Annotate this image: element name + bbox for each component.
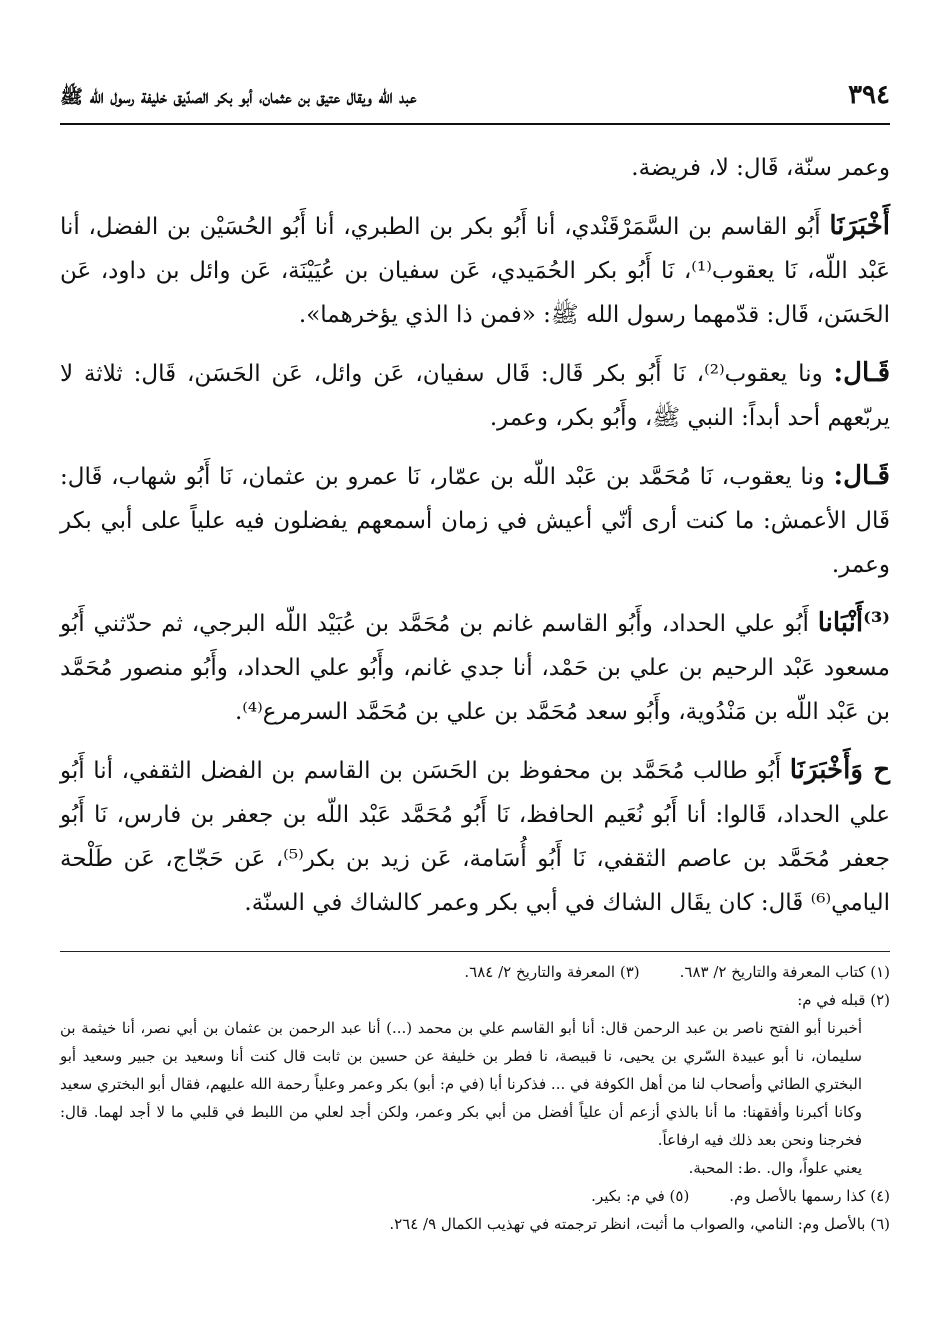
footnote-5: (٥) في م: بكير. <box>591 1187 690 1205</box>
footnote-row <box>60 1182 890 1210</box>
footnote-6: (٦) بالأصل وم: النامي، والصواب ما أثبت، انظر ترجمته في تهذيب الكمال ٩/ ٢٦٤. <box>389 1215 890 1233</box>
footnote-2-head: (٢) قبله في م: <box>797 991 890 1009</box>
footnote-1: (١) كتاب المعرفة والتاريخ ٢/ ٦٨٣. <box>679 963 890 981</box>
footnote-row <box>60 958 890 986</box>
paragraph: أَخْبَرَنَا أَبُو القاسم بن السَّمَرْقَنْدي، أنا أَبُو بكر بن الطبري، أنا أَبُو الحُسَيْن بن الفضل، أنا عَبْد اللّه، نَا يعقوب⁽¹⁾، نَا أَبُو بكر الحُمَيدي، عَن سفيان بن عُيَيْنَة، عَن وائل بن داود، عَن الحَسَن، قَال: قدّمهما رسول الله ﷺ: «فمن ذا الذي يؤخرهما». <box>60 211 890 328</box>
footnote-2-body: أخبرنا أبو الفتح ناصر بن عبد الرحمن قال: أنا أبو القاسم علي بن محمد (...) أنا عبد الرحمن بن عثمان بن أبي نصر، أنا خيثمة بن سليمان، نا أبو عبيدة السّري بن يحيى، نا قبيصة، نا فطر بن خليفة عن حسين بن ثابت قال كنت أنا وسعيد بن جبير وسعيد أبو البختري الطائي وأصحاب لنا من أهل الكوفة في ... فذكرنا أبا (في م: أبو) بكر وعمر وعلياً رحمة الله عليهم، فقال أبو البختري سعيد وكانا أكبرنا وأفقهنا: ما أنا بالذي أزعم أن علياً أفضل من أبي بكر وعمر، ولكن أجد لعلي من اللبط في قلبي ما لا أجد لهما. قال: فخرجنا ونحن بعد ذلك فيه ارفاعاً. <box>60 1019 862 1149</box>
paragraph: وعمر سنّة، قَال: لا، فريضة. <box>631 155 890 181</box>
footnote-2-note: يعني علواً، وال. .ط: المحبة. <box>688 1159 862 1177</box>
footnote-3: (٣) المعرفة والتاريخ ٢/ ٦٨٤. <box>464 963 640 981</box>
running-header <box>60 80 890 125</box>
main-text <box>60 145 890 925</box>
paragraph: ح وَأَخْبَرَنَا أَبُو طالب مُحَمَّد بن محفوظ بن الحَسَن بن القاسم بن الفضل الثقفي، أنا أَبُو علي الحداد، قَالوا: أنا أَبُو نُعَيم الحافظ، نَا أَبُو مُحَمَّد عَبْد اللّه بن جعفر بن فارس، نَا أَبُو جعفر مُحَمَّد بن عاصم الثقفي، نَا أَبُو أُسَامة، عَن زيد بن بكر⁽⁵⁾، عَن حَجّاج، عَن طَلْحة اليامي⁽⁶⁾ قَال: كان يقَال الشاك في أبي بكر وعمر كالشاك في السنّة. <box>60 755 890 916</box>
footnote-separator <box>60 951 890 952</box>
footnote-4: (٤) كذا رسمها بالأصل وم. <box>729 1187 890 1205</box>
paragraph: قَـال: ونا يعقوب، نَا مُحَمَّد بن عَبْد اللّه بن عمّار، نَا عمرو بن عثمان، نَا أَبُو شهاب، قَال: قَال الأعمش: ما كنت أرى أنّي أعيش في زمان أسمعهم يفضلون فيه علياً على أبي بكر وعمر. <box>60 461 890 578</box>
book-page <box>60 80 890 1300</box>
footnotes <box>60 958 890 1238</box>
paragraph: ⁽³⁾أَنْبَانا أَبُو علي الحداد، وأَبُو القاسم غانم بن مُحَمَّد بن عُبَيْد اللّه البرجي، ثم حدّثني أَبُو مسعود عَبْد الرحيم بن علي بن حَمْد، أنا جدي غانم، وأَبُو علي الحداد، وأَبُو منصور مُحَمَّد بن عَبْد اللّه بن مَنْدُوية، وأَبُو سعد مُحَمَّد بن علي بن مُحَمَّد السرمرع⁽⁴⁾. <box>60 608 890 725</box>
page-number: ٣٩٤ <box>848 80 890 110</box>
running-title: عبد الله ويقال عتيق بن عثمان، أبو بكر الصدّيق خليفة رسول الله ﷺ <box>60 86 417 108</box>
paragraph: قَـال: ونا يعقوب⁽²⁾، نَا أَبُو بكر قَال: قَال سفيان، عَن وائل، عَن الحَسَن، قَال: ثلاثة لا يربّعهم أحد أبداً: النبي ﷺ، وأَبُو بكر، وعمر. <box>60 358 891 431</box>
